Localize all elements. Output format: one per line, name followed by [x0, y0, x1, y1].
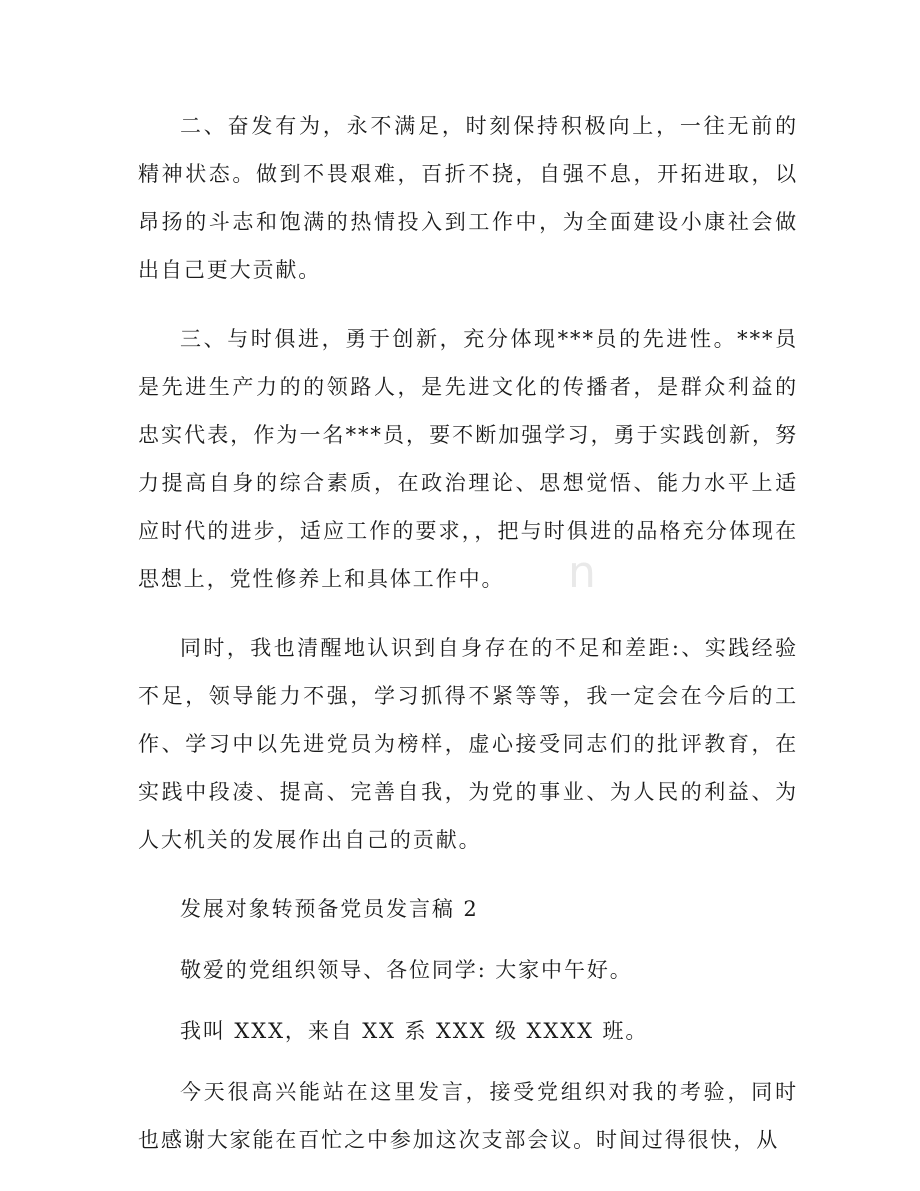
section-title: 发展对象转预备党员发言稿 2	[180, 897, 479, 921]
watermark: n	[568, 547, 598, 598]
paragraph-two: 二、奋发有为，永不满足，时刻保持积极向上，一往无前的精神状态。做到不畏艰难，百折不挠，自强不息，开拓进取，以昂扬的斗志和饱满的热情投入到工作中，为全面建设小康社会做出自己更大贡献。	[138, 114, 798, 282]
self-intro-line: 我叫 XXX，来自 XX 系 XXX 级 XXXX 班。	[180, 1019, 649, 1043]
paragraph-shortcomings: 同时，我也清醒地认识到自身存在的不足和差距:、实践经验不足，领导能力不强，学习抓得不紧等等，我一定会在今后的工作、学习中以先进党员为榜样，虚心接受同志们的批评教育，在实践中段凌、提高、完善自我，为党的事业、为人民的利益、为人大机关的发展作出自己的贡献。	[138, 636, 798, 852]
document-body	[138, 102, 798, 1185]
greeting-line: 敬爱的党组织领导、各位同学: 大家中午好。	[180, 958, 633, 982]
paragraph-three: 三、与时俱进，勇于创新，充分体现***员的先进性。***员是先进生产力的的领路人，是先进文化的传播者，是群众利益的忠实代表，作为一名***员，要不断加强学习，勇于实践创新，努力提高自身的综合素质，在政治理论、思想觉悟、能力水平上适应时代的进步，适应工作的要求，，把与时俱进的品格充分体现在思想上，党性修养上和具体工作中。	[138, 327, 798, 591]
paragraph-opening: 今天很高兴能站在这里发言，接受党组织对我的考验，同时也感谢大家能在百忙之中参加这次支部会议。时间过得很快，从	[138, 1080, 798, 1152]
